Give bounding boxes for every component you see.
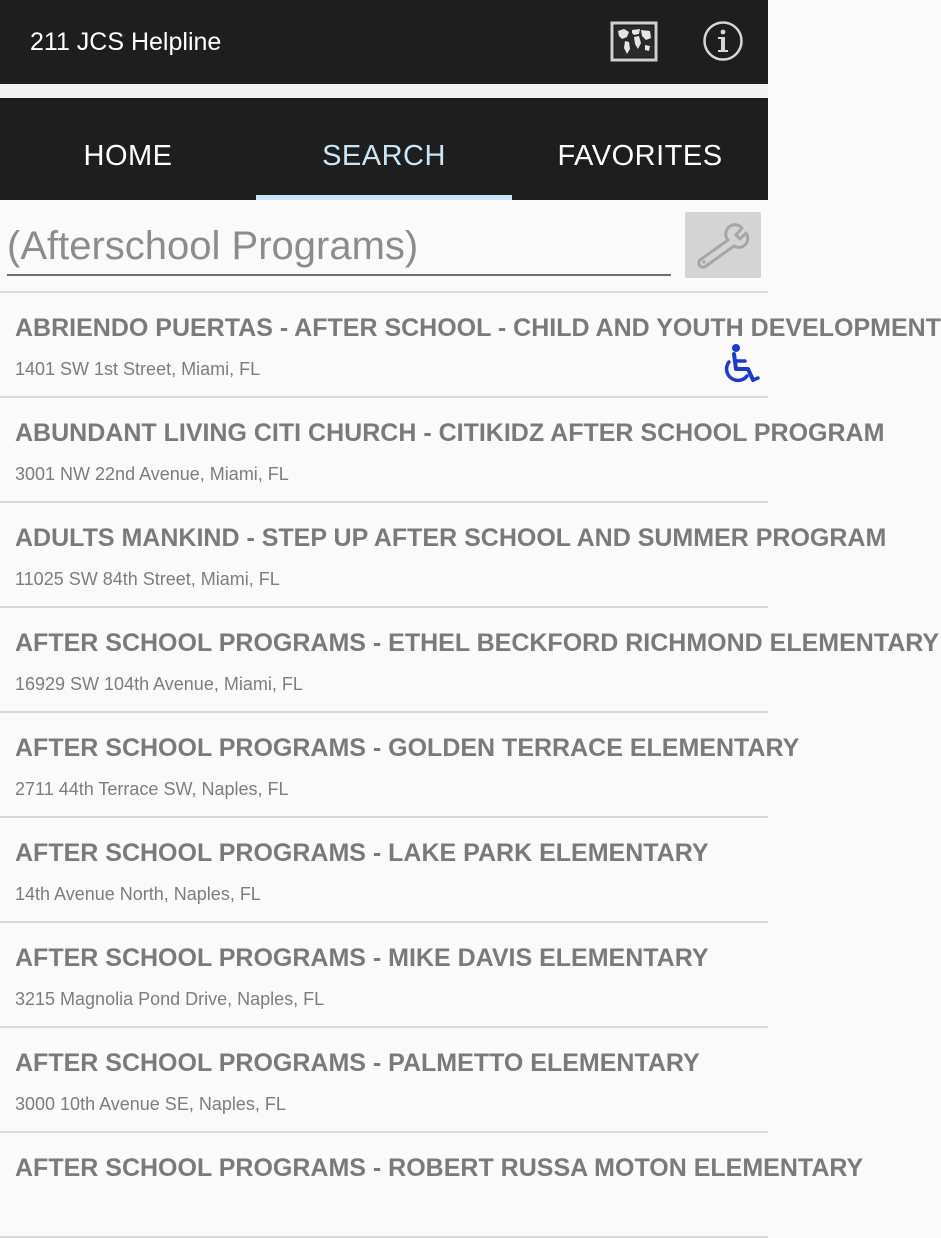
result-title: AFTER SCHOOL PROGRAMS - MIKE DAVIS ELEMENTARY (15, 944, 709, 972)
result-title: AFTER SCHOOL PROGRAMS - PALMETTO ELEMENTARY (15, 1049, 700, 1077)
tab-bar (0, 98, 768, 200)
search-options-button[interactable] (685, 212, 761, 278)
search-area (0, 200, 768, 291)
info-icon[interactable] (702, 20, 744, 62)
result-title: AFTER SCHOOL PROGRAMS - ROBERT RUSSA MOTON ELEMENTARY (15, 1154, 864, 1182)
result-address: 16929 SW 104th Avenue, Miami, FL (15, 674, 303, 694)
list-item[interactable] (0, 818, 768, 923)
result-title: ABUNDANT LIVING CITI CHURCH - CITIKIDZ AFTER SCHOOL PROGRAM (15, 419, 885, 447)
result-address: 3000 10th Avenue SE, Naples, FL (15, 1094, 286, 1114)
result-title: ABRIENDO PUERTAS - AFTER SCHOOL - CHILD AND YOUTH DEVELOPMENT (15, 314, 941, 342)
list-item[interactable] (0, 503, 887, 608)
result-title: AFTER SCHOOL PROGRAMS - ETHEL BECKFORD RICHMOND ELEMENTARY (15, 629, 940, 657)
tab-favorites[interactable]: FAVORITES (557, 139, 723, 172)
result-address: 14th Avenue North, Naples, FL (15, 884, 261, 904)
list-item[interactable] (0, 713, 800, 818)
result-address: 11025 SW 84th Street, Miami, FL (15, 569, 280, 589)
list-item[interactable] (0, 293, 941, 398)
tab-search[interactable]: SEARCH (322, 139, 446, 172)
result-title: ADULTS MANKIND - STEP UP AFTER SCHOOL AND SUMMER PROGRAM (15, 524, 887, 552)
result-address: 1401 SW 1st Street, Miami, FL (15, 359, 261, 379)
result-address: 3001 NW 22nd Avenue, Miami, FL (15, 464, 289, 484)
list-item[interactable] (0, 608, 940, 713)
wrench-icon (694, 222, 752, 268)
wheelchair-accessible-icon (718, 343, 762, 387)
app-title: 211 JCS Helpline (30, 28, 222, 56)
bar-spacer (0, 84, 768, 98)
map-icon[interactable] (610, 21, 658, 62)
result-title: AFTER SCHOOL PROGRAMS - LAKE PARK ELEMENTARY (15, 839, 709, 867)
tab-home[interactable]: HOME (83, 139, 173, 172)
action-bar (0, 0, 768, 84)
list-item[interactable] (0, 398, 885, 503)
result-address: 3215 Magnolia Pond Drive, Naples, FL (15, 989, 325, 1009)
results-list (0, 291, 941, 1238)
result-address: 2711 44th Terrace SW, Naples, FL (15, 779, 289, 799)
list-item[interactable] (0, 1133, 864, 1238)
list-item[interactable] (0, 1028, 768, 1133)
list-item[interactable] (0, 923, 768, 1028)
result-title: AFTER SCHOOL PROGRAMS - GOLDEN TERRACE ELEMENTARY (15, 734, 800, 762)
search-input[interactable] (7, 218, 671, 276)
